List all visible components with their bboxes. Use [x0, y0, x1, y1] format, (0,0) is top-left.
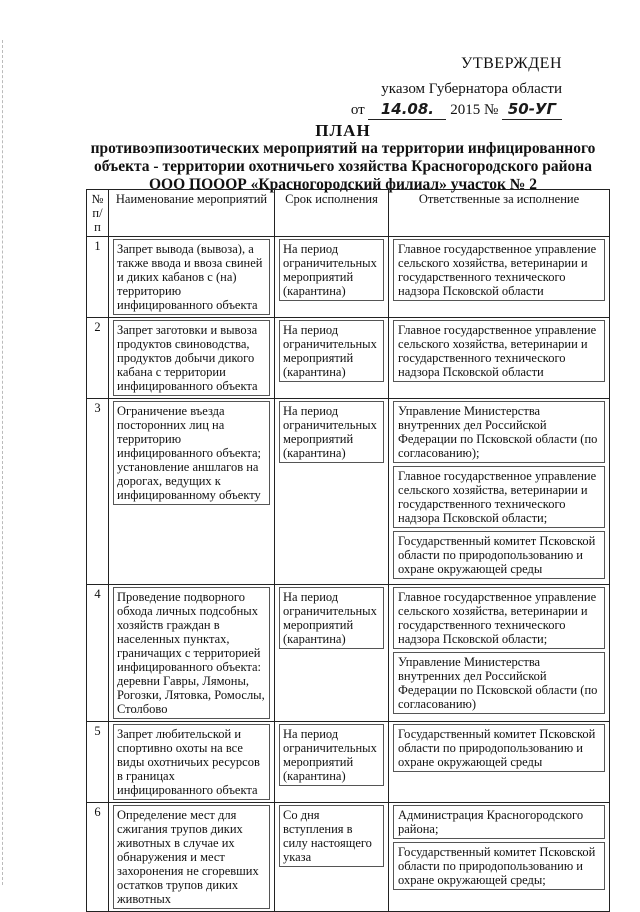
row-number: 5 [87, 722, 109, 803]
header-term: Срок исполнения [275, 190, 389, 237]
term-text: На период ограничительных мероприятий (карантина) [279, 239, 384, 301]
measure-cell [109, 722, 275, 803]
responsible-entity: Управление Министерства внутренних дел Российской Федерации по Псковской области (по согласованию) [393, 652, 605, 714]
responsible-cell [389, 722, 610, 803]
responsible-cell [389, 803, 610, 912]
document-title [86, 122, 600, 194]
table-row [87, 318, 610, 399]
measure-cell [109, 803, 275, 912]
responsible-cell [389, 237, 610, 318]
measure-cell [109, 585, 275, 722]
measure-cell [109, 237, 275, 318]
handwritten-date: 14.08. [368, 99, 446, 120]
header-num: № п/п [87, 190, 109, 237]
header-responsible: Ответственные за исполнение [389, 190, 610, 237]
decree-date-line [351, 99, 562, 120]
row-number: 4 [87, 585, 109, 722]
title-line-3: объекта - территории охотничьего хозяйства Красногородского района [94, 158, 592, 175]
responsible-entity: Управление Министерства внутренних дел Российской Федерации по Псковской области (по согласованию); [393, 401, 605, 463]
responsible-entity: Главное государственное управление сельского хозяйства, ветеринарии и государственного технического надзора Псковской области [393, 239, 605, 301]
year-number-label: 2015 № [450, 102, 499, 118]
measure-name: Определение мест для сжигания трупов диких животных в случае их обнаружения и мест захоронения не сгоревших остатков трупов диких животных [113, 805, 270, 909]
measure-name: Проведение подворного обхода личных подсобных хозяйств граждан в населенных пунктах, граничащих с территорией инфицированного объекта: деревни Гавры, Лямоны, Рогозки, Лятовка, Ромослы, Столбово [113, 587, 270, 719]
responsible-entity: Государственный комитет Псковской области по природопользованию и охране окружающей среды [393, 724, 605, 772]
responsible-entity: Главное государственное управление сельского хозяйства, ветеринарии и государственного технического надзора Псковской области [393, 320, 605, 382]
measure-name: Запрет вывода (вывоза), а также ввода и ввоза свиней и диких кабанов с (на) территорию инфицированного объекта [113, 239, 270, 315]
responsible-cell [389, 318, 610, 399]
table-row [87, 237, 610, 318]
responsible-entity: Администрация Красногородского района; [393, 805, 605, 839]
term-text: Со дня вступления в силу настоящего указа [279, 805, 384, 867]
table-row [87, 399, 610, 585]
term-cell [275, 318, 389, 399]
approved-label: УТВЕРЖДЕН [461, 55, 562, 72]
table-row [87, 585, 610, 722]
row-number: 6 [87, 803, 109, 912]
term-cell [275, 399, 389, 585]
responsible-cell [389, 399, 610, 585]
term-text: На период ограничительных мероприятий (карантина) [279, 320, 384, 382]
responsible-entity: Государственный комитет Псковской области по природопользованию и охране окружающей среды; [393, 842, 605, 890]
measure-name: Запрет заготовки и вывоза продуктов свиноводства, продуктов добычи дикого кабана с территории инфицированного объекта [113, 320, 270, 396]
term-text: На период ограничительных мероприятий (карантина) [279, 724, 384, 786]
title-plan: ПЛАН [315, 121, 371, 140]
from-prefix: от [350, 102, 365, 118]
term-cell [275, 237, 389, 318]
row-number: 3 [87, 399, 109, 585]
term-cell [275, 803, 389, 912]
responsible-entity: Главное государственное управление сельского хозяйства, ветеринарии и государственного технического надзора Псковской области; [393, 466, 605, 528]
measure-cell [109, 318, 275, 399]
approval-stamp-block [351, 54, 562, 120]
responsible-cell [389, 585, 610, 722]
table-row [87, 722, 610, 803]
measure-name: Ограничение въезда посторонних лиц на территорию инфицированного объекта; установление аншлагов на дорогах, ведущих к инфицированному объекту [113, 401, 270, 505]
term-text: На период ограничительных мероприятий (карантина) [279, 587, 384, 649]
scan-edge-line [2, 40, 4, 885]
title-line-4: ООО ПОООР «Красногородский филиал» участок № 2 [148, 176, 538, 193]
measure-name: Запрет любительской и спортивно охоты на все виды охотничьих ресурсов в границах инфицированного объекта [113, 724, 270, 800]
term-cell [275, 722, 389, 803]
measure-cell [109, 399, 275, 585]
table-body [87, 237, 610, 912]
responsible-entity: Главное государственное управление сельского хозяйства, ветеринарии и государственного технического надзора Псковской области; [393, 587, 605, 649]
decree-label: указом Губернатора области [381, 81, 562, 97]
table-row [87, 803, 610, 912]
term-text: На период ограничительных мероприятий (карантина) [279, 401, 384, 463]
row-number: 1 [87, 237, 109, 318]
table-header-row [87, 190, 610, 237]
measures-table [86, 189, 610, 912]
term-cell [275, 585, 389, 722]
title-line-2: противоэпизоотических мероприятий на территории инфицированного [90, 140, 596, 157]
responsible-entity: Государственный комитет Псковской области по природопользованию и охране окружающей среды [393, 531, 605, 579]
header-name: Наименование мероприятий [109, 190, 275, 237]
row-number: 2 [87, 318, 109, 399]
handwritten-number: 50-УГ [502, 99, 562, 120]
